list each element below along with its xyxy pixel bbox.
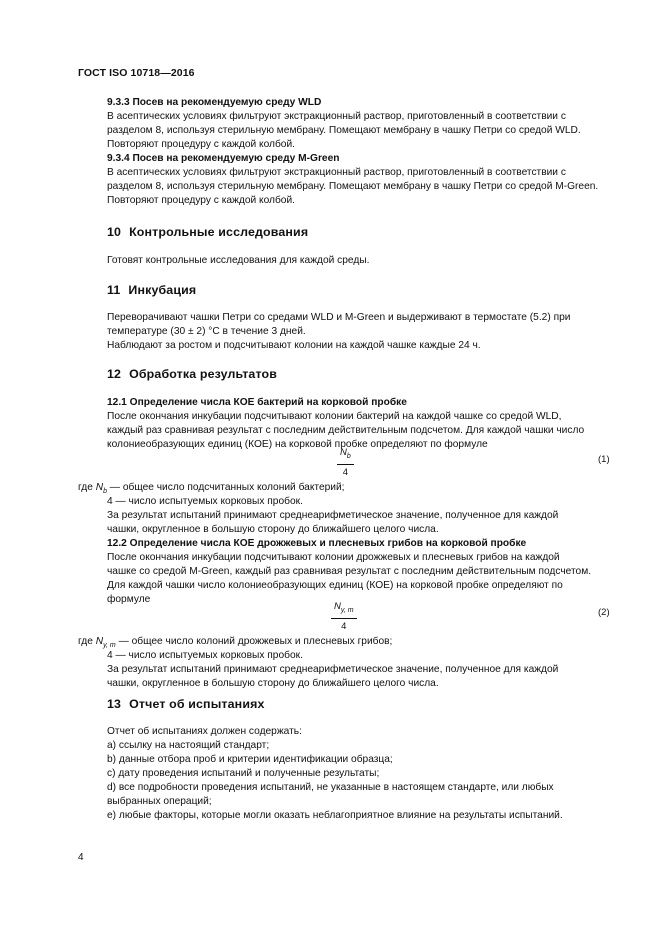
- text-line: После окончания инкубации подсчитывают колонии бактерий на каждой чашке со средой WLD,: [107, 411, 562, 422]
- list-item-c: c) дату проведения испытаний и полученные результаты;: [107, 768, 380, 779]
- text-line: В асептических условиях фильтруют экстракционный раствор, приготовленный в соответствии с: [107, 167, 566, 178]
- list-item-e: e) любые факторы, которые могли оказать неблагоприятное влияние на результаты испытаний.: [107, 810, 563, 821]
- paragraph-9-3-4: [78, 166, 613, 194]
- equation-number-2: (2): [598, 607, 610, 618]
- subsection-12-2-title: 12.2 Определение числа КОЕ дрожжевых и плесневых грибов на корковой пробке: [107, 538, 527, 549]
- page-number: 4: [78, 852, 84, 863]
- section-title: Отчет об испытаниях: [129, 697, 265, 711]
- text-line: За результат испытаний принимают среднеарифметическое значение, полученное для каждой: [107, 664, 559, 675]
- paragraph-9-3-3: [78, 110, 613, 138]
- section-title: Контрольные исследования: [129, 225, 309, 239]
- list-item-b: b) данные отбора проб и критерии идентификации образца;: [107, 754, 393, 765]
- section-title: Инкубация: [128, 283, 197, 297]
- section-number: 11: [107, 283, 121, 297]
- section-number: 12: [107, 367, 122, 381]
- text-line: чашки, округленное в большую сторону до ближайшего целого числа.: [107, 524, 439, 535]
- report-intro: Отчет об испытаниях должен содержать:: [107, 726, 302, 737]
- paragraph-12-1-result: [78, 509, 613, 537]
- section-title: Обработка результатов: [129, 367, 277, 381]
- formula-1-where: где $N_b$ — общее число подсчитанных колоний бактерий;: [78, 482, 345, 496]
- text-line: чашки, округленное в большую сторону до ближайшего целого числа.: [107, 678, 439, 689]
- paragraph-9-3-3-repeat: Повторяют процедуру с каждой колбой.: [107, 139, 295, 150]
- section-12-heading: [107, 367, 277, 381]
- text-line: формуле: [107, 594, 151, 605]
- text-line: каждый раз сравнивая результат с последним действительным подсчетом. Для каждой чашки число: [107, 425, 585, 436]
- text-line: Для каждой чашки число колониеобразующих единиц (КОЕ) на корковой пробке определяют по: [107, 580, 563, 591]
- section-number: 10: [107, 225, 122, 239]
- formula-numerator: $N_{y, m}$: [331, 601, 357, 619]
- text-line: чашке со средой M-Green, каждый раз сравнивая результат с последним действительным подсчетом.: [107, 566, 592, 577]
- document-header: ГОСТ ISO 10718—2016: [78, 67, 195, 79]
- paragraph-9-3-4-repeat: Повторяют процедуру с каждой колбой.: [107, 195, 295, 206]
- subsection-9-3-4-title: 9.3.4 Посев на рекомендуемую среду M-Green: [107, 153, 340, 164]
- list-item-d: [78, 781, 613, 809]
- paragraph-10: Готовят контрольные исследования для каждой среды.: [107, 255, 370, 266]
- paragraph-12-1: [78, 410, 613, 452]
- paragraph-12-2: [78, 551, 613, 579]
- text-line: разделом 8, используя стерильную мембрану. Помещают мембрану в чашку Петри со средой M-Green.: [107, 181, 599, 192]
- text-line: После окончания инкубации подсчитывают колонии дрожжевых и плесневых грибов на каждой: [107, 552, 560, 563]
- equation-number-1: (1): [598, 454, 610, 465]
- formula-1: [337, 447, 354, 478]
- section-number: 13: [107, 697, 122, 711]
- formula-2-where-4: 4 — число испытуемых корковых пробок.: [107, 650, 303, 661]
- text-line: разделом 8, используя стерильную мембрану. Помещают мембрану в чашку Петри со средой WLD.: [107, 125, 581, 136]
- list-item-a: а) ссылку на настоящий стандарт;: [107, 740, 270, 751]
- text-line: d) все подробности проведения испытаний, не указанные в настоящем стандарте, или любых: [107, 782, 554, 793]
- text-line: колониеобразующих единиц (КОЕ) на корковой пробке определяют по формуле: [107, 439, 488, 450]
- text-line: За результат испытаний принимают среднеарифметическое значение, полученное для каждой: [107, 510, 559, 521]
- text-line: выбранных операций;: [107, 796, 212, 807]
- text-line: В асептических условиях фильтруют экстракционный раствор, приготовленный в соответствии с: [107, 111, 566, 122]
- subsection-9-3-3-title: 9.3.3 Посев на рекомендуемую среду WLD: [107, 97, 322, 108]
- formula-2-where: где $N_{y, m}$ — общее число колоний дрожжевых и плесневых грибов;: [78, 636, 393, 650]
- section-11-heading: [107, 283, 196, 297]
- subsection-12-1-title: 12.1 Определение числа КОЕ бактерий на корковой пробке: [107, 397, 407, 408]
- formula-denominator: 4: [341, 620, 347, 632]
- formula-1-where-4: 4 — число испытуемых корковых пробок.: [107, 496, 303, 507]
- formula-2: [331, 601, 357, 632]
- paragraph-11: [78, 311, 613, 339]
- text-line: Переворачивают чашки Петри со средами WLD и M-Green и выдерживают в термостате (5.2) при: [107, 312, 571, 323]
- section-10-heading: [107, 225, 308, 239]
- paragraph-12-2-result: [78, 663, 613, 691]
- formula-numerator: $N_b$: [337, 447, 354, 465]
- text-line: температуре (30 ± 2) °С в течение 3 дней.: [107, 326, 306, 337]
- formula-denominator: 4: [342, 466, 349, 478]
- section-13-heading: [107, 697, 265, 711]
- paragraph-11-observe: Наблюдают за ростом и подсчитывают колонии на каждой чашке каждые 24 ч.: [107, 340, 481, 351]
